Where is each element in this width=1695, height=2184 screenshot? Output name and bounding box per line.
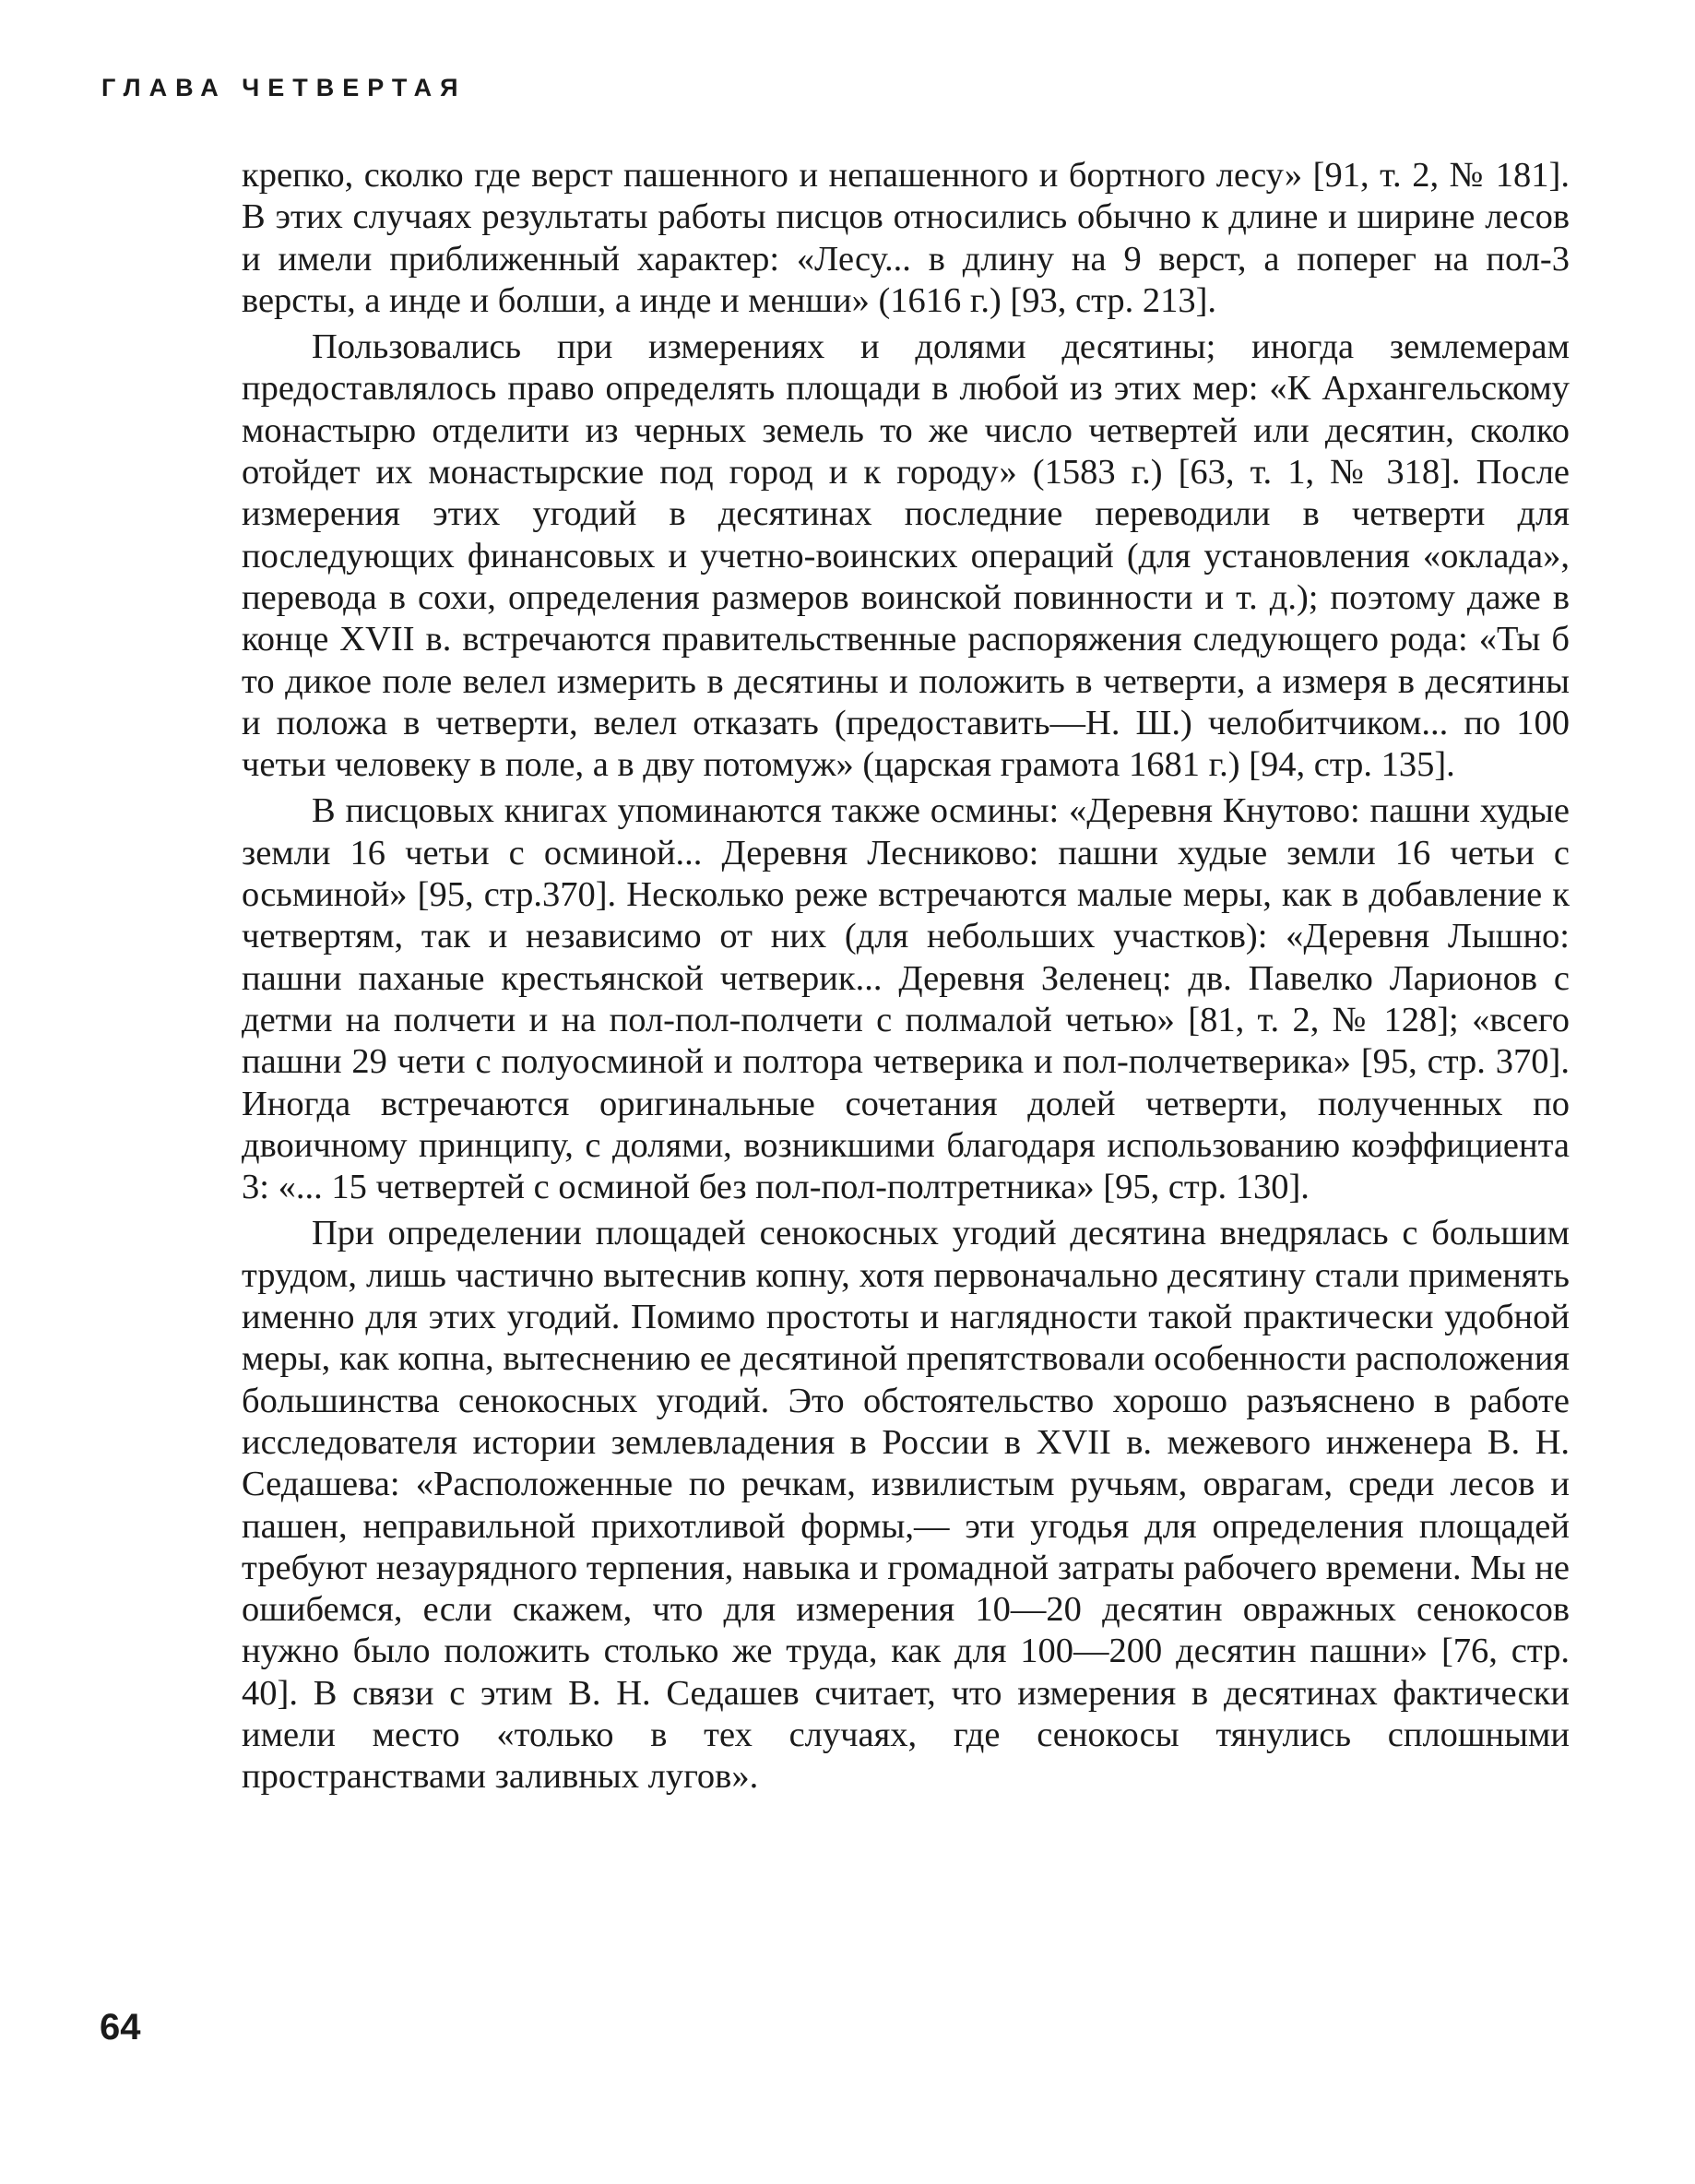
page-number: 64: [100, 2007, 141, 2048]
paragraph-hayfields: При определении площадей сенокосных угодий десятина внедрялась с большим трудом, лишь частично вытеснив копну, хотя первоначально десятину стали применять именно для этих угодий. Помимо простоты и наглядности такой практически удобной меры, как копна, вытеснению ее десятиной препятствовали особенности расположения большинства сенокосных угодий. Это обстоятельство хорошо разъяснено в работе исследователя истории землевладения в России в XVII в. межевого инженера В. Н. Седашева: «Расположенные по речкам, извилистым ручьям, оврагам, среди лесов и пашен, неправильной прихотливой формы,— эти угодья для определения площадей требуют незаурядного терпения, навыка и громадной затраты рабочего времени. Мы не ошибемся, если скажем, что для измерения 10—20 десятин овражных сенокосов нужно было положить столько же труда, как для 100—200 десятин пашни» [76, стр. 40]. В связи с этим В. Н. Седашев считает, что измерения в десятинах фактически имели место «только в тех случаях, где сенокосы тянулись сплошными пространствами заливных лугов».: [242, 1214, 1570, 1797]
running-head: ГЛАВА ЧЕТВЕРТАЯ: [101, 74, 467, 101]
paragraph-continuation: крепко, сколко где верст пашенного и непашенного и бортного лесу» [91, т. 2, № 181]. В этих случаях результаты работы писцов относились обычно к длине и ширине лесов и имели приближенный характер: «Лесу... в длину на 9 верст, а поперег на пол-3 версты, а инде и болши, а инде и менши» (1616 г.) [93, стр. 213].: [242, 156, 1570, 320]
paragraph-osminy: В писцовых книгах упоминаются также осмины: «Деревня Кнутово: пашни худые земли 16 четьи с осминой... Деревня Лесниково: пашни худые земли 16 четьи с осьминой» [95, стр.370]. Несколько реже встречаются малые меры, как в добавление к четвертям, так и независимо от них (для небольших участков): «Деревня Лышно: пашни паханые крестьянской четверик... Деревня Зеленец: дв. Павелко Ларионов с детми на полчети и на пол-пол-полчети с полмалой четью» [81, т. 2, № 128]; «всего пашни 29 чети с полуосминой и полтора четверика и пол-полчетверика» [95, стр. 370]. Иногда встречаются оригинальные сочетания долей четверти, полученных по двоичному принципу, с долями, возникшими благодаря использованию коэффициента 3: «... 15 четвертей с осминой без пол-пол-полтретника» [95, стр. 130].: [242, 791, 1570, 1207]
paragraph-fractions-of-desyatina: Пользовались при измерениях и долями десятины; иногда землемерам предоставлялось право определять площади в любой из этих мер: «К Архангельскому монастырю отделити из черных земель то же число четвертей или десятин, сколко отойдет их монастырские под город и к городу» (1583 г.) [63, т. 1, № 318]. После измерения этих угодий в десятинах последние переводили в четверти для последующих финансовых и учетно-воинских операций (для установления «оклада», перевода в сохи, определения размеров воинской повинности и т. д.); поэтому даже в конце XVII в. встречаются правительственные распоряжения следующего рода: «Ты б то дикое поле велел измерить в десятины и положить в четверти, а измеря в десятины и положа в четверти, велел отказать (предоставить—Н. Ш.) челобитчиком... по 100 четьи человеку в поле, а в дву потомуж» (царская грамота 1681 г.) [94, стр. 135].: [242, 327, 1570, 785]
body-text: [242, 155, 1570, 1798]
